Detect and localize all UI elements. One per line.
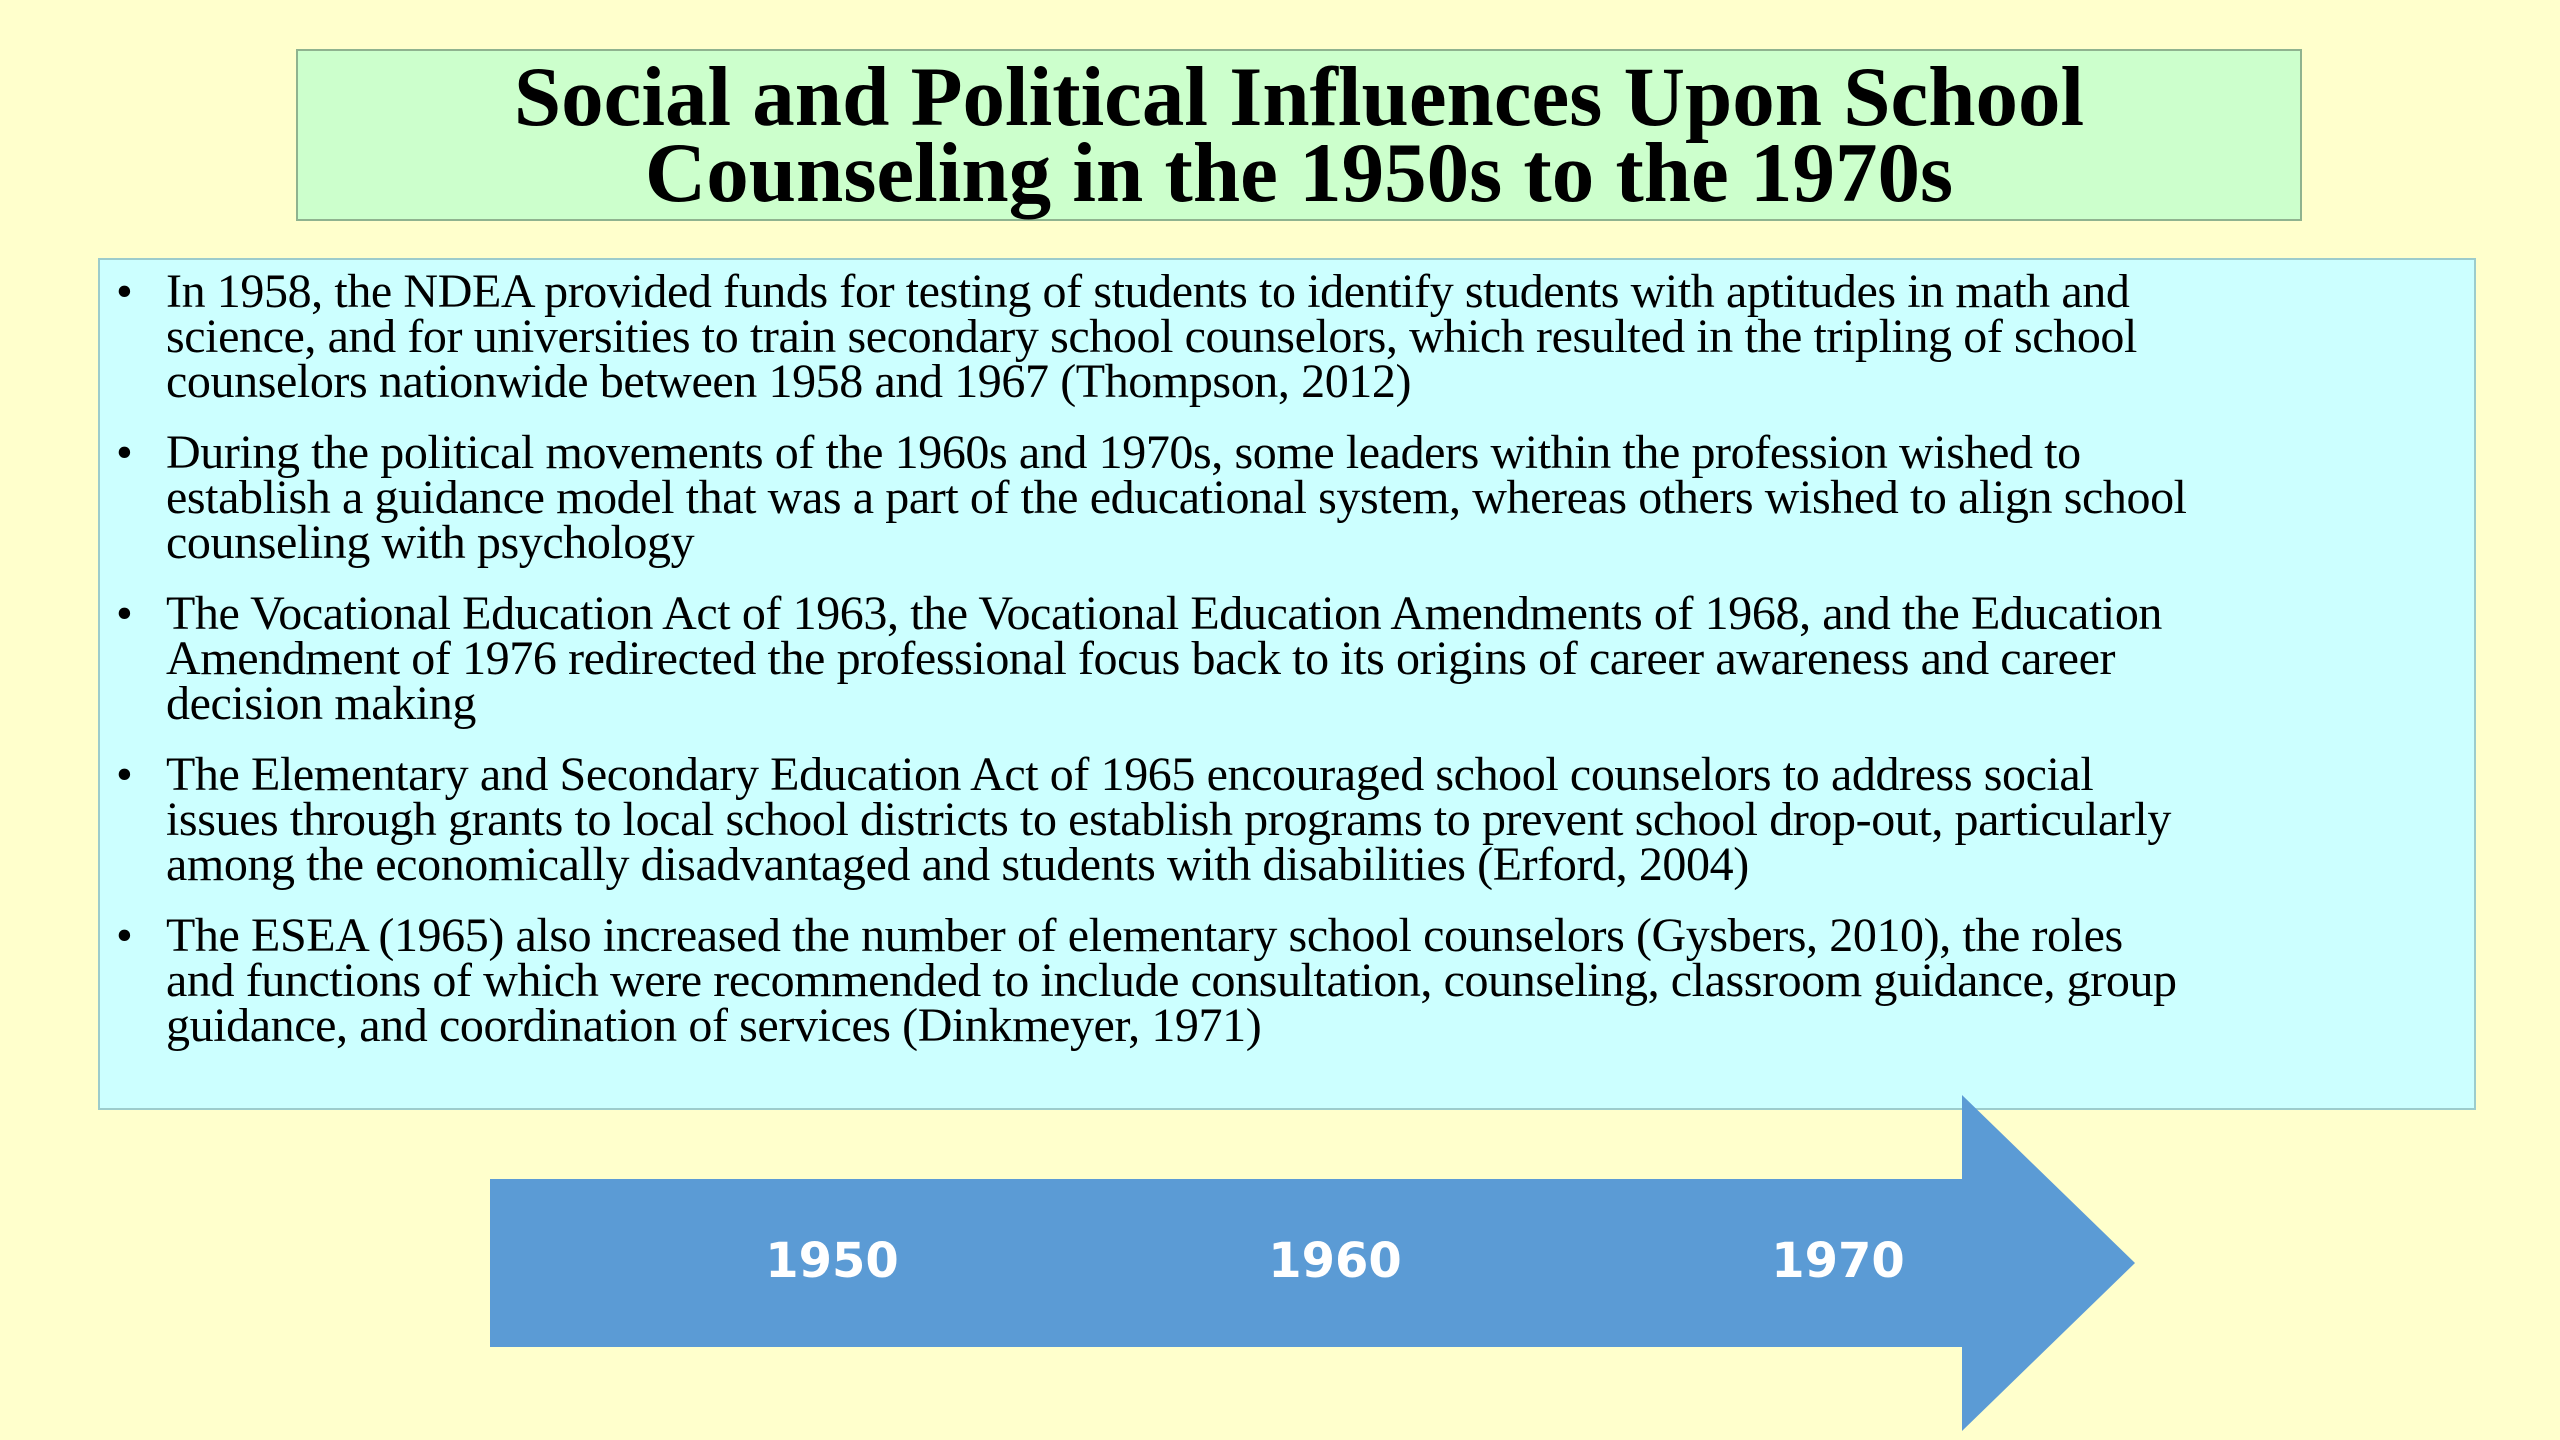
- slide-title-box: [296, 49, 2302, 221]
- bullet-marker: •: [116, 748, 133, 801]
- bullet-line: establish a guidance model that was a part of the educational system, whereas others wished to align school: [166, 471, 2187, 524]
- bullet-line: The ESEA (1965) also increased the number of elementary school counselors (Gysbers, 2010), the roles: [166, 909, 2123, 962]
- bullet-text: [166, 748, 2464, 891]
- bullet-line: The Elementary and Secondary Education Act of 1965 encouraged school counselors to address social: [166, 748, 2094, 801]
- bullet-line: among the economically disadvantaged and students with disabilities (Erford, 2004): [166, 838, 1749, 891]
- bullet-line: decision making: [166, 677, 476, 730]
- bullet-line: counselors nationwide between 1958 and 1967 (Thompson, 2012): [166, 355, 1412, 408]
- bullet-line: issues through grants to local school districts to establish programs to prevent school drop-out, particularly: [166, 793, 2171, 846]
- bullet-text: [166, 587, 2464, 730]
- bullet-marker: •: [116, 587, 133, 640]
- bullet-list-box: [98, 258, 2476, 1110]
- bullet-line: Amendment of 1976 redirected the professional focus back to its origins of career awareness and career: [166, 632, 2116, 685]
- bullet-marker: •: [116, 426, 133, 479]
- timeline-label-1950: 1950: [765, 1233, 899, 1289]
- bullet-text: [166, 909, 2464, 1052]
- bullet-line: In 1958, the NDEA provided funds for testing of students to identify students with aptitudes in math and: [166, 265, 2130, 318]
- timeline-label-1960: 1960: [1268, 1233, 1402, 1289]
- bullet-line: The Vocational Education Act of 1963, the Vocational Education Amendments of 1968, and the Education: [166, 587, 2163, 640]
- bullet-line: counseling with psychology: [166, 516, 695, 569]
- bullet-text: [166, 426, 2464, 569]
- bullet-line: science, and for universities to train secondary school counselors, which resulted in the tripling of school: [166, 310, 2137, 363]
- bullet-text: [166, 265, 2464, 408]
- bullet-marker: •: [116, 265, 133, 318]
- slide-title-line-1: Social and Political Influences Upon School: [513, 50, 2085, 144]
- bullet-line: During the political movements of the 1960s and 1970s, some leaders within the profession wished to: [166, 426, 2081, 479]
- bullet-marker: •: [116, 909, 133, 962]
- bullet-line: and functions of which were recommended to include consultation, counseling, classroom guidance, group: [166, 954, 2177, 1007]
- timeline-label-1970: 1970: [1771, 1233, 1905, 1289]
- slide-title-line-2: Counseling in the 1950s to the 1970s: [644, 126, 1954, 220]
- bullet-line: guidance, and coordination of services (Dinkmeyer, 1971): [166, 999, 1262, 1052]
